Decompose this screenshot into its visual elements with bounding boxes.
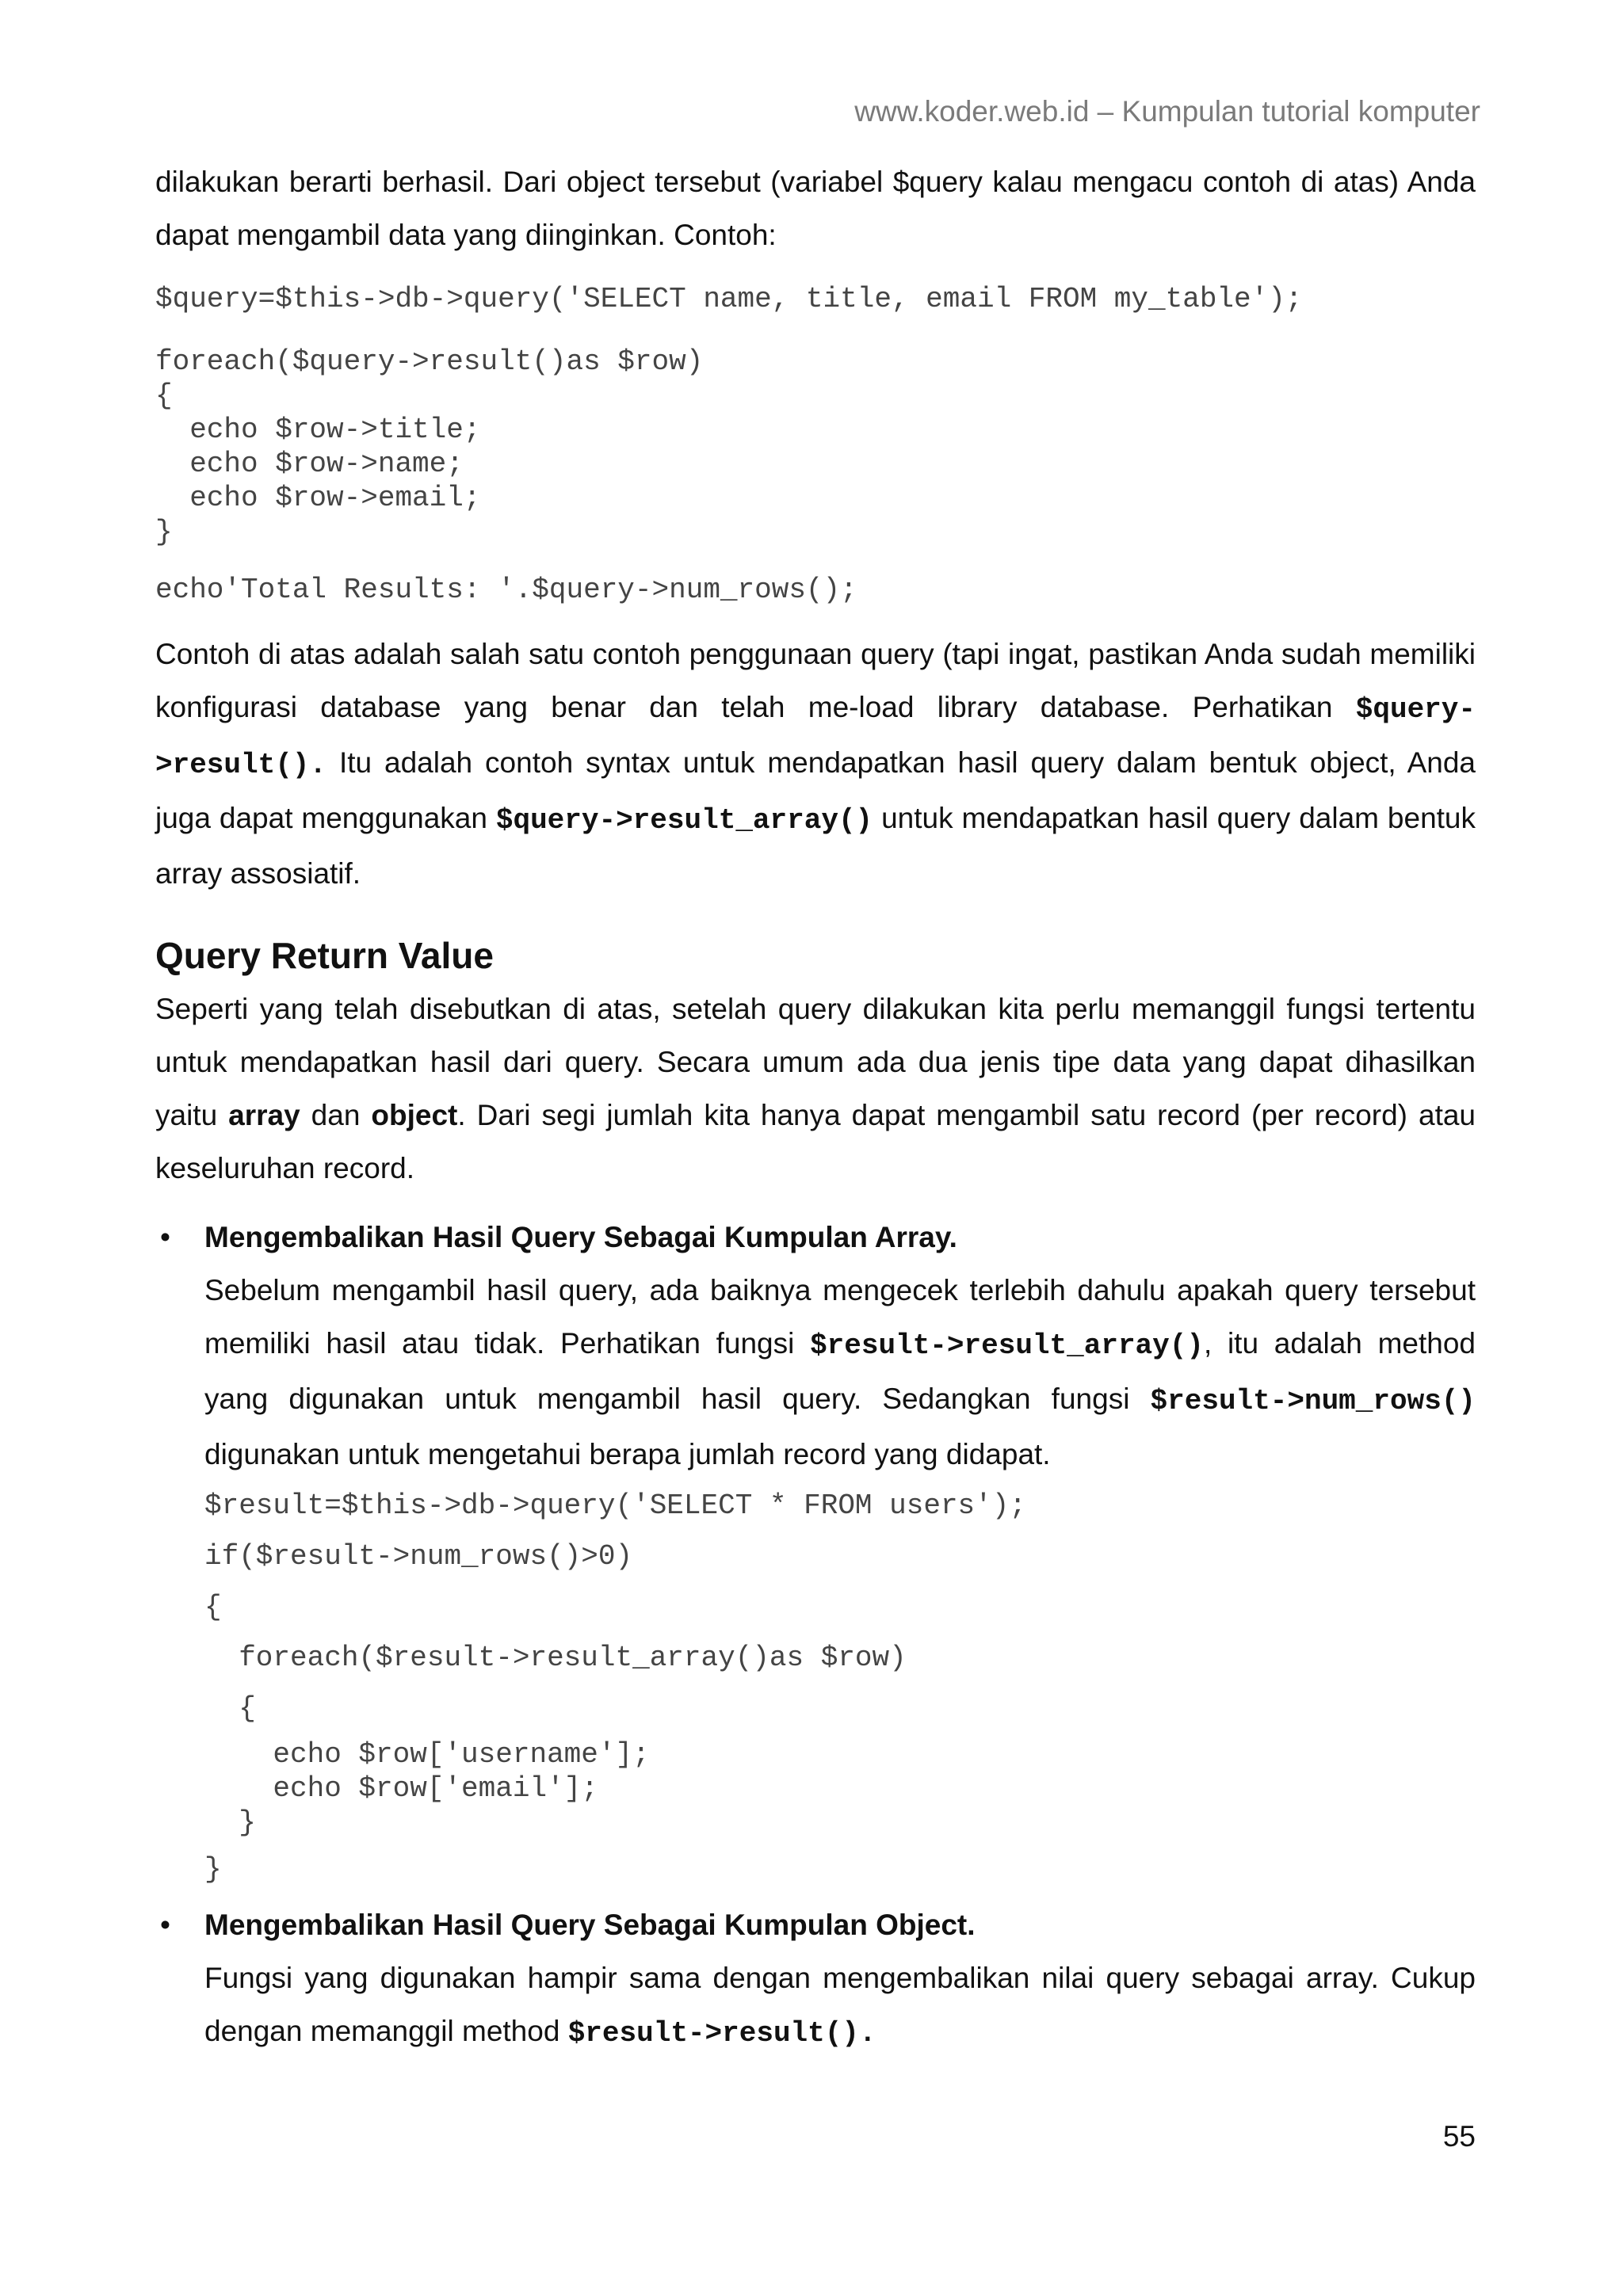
bold-term: object [371, 1099, 458, 1131]
section-paragraph [155, 982, 1476, 1195]
page-content [155, 155, 1476, 2060]
explanation-paragraph [155, 627, 1476, 900]
inline-code: $query->result_array() [495, 804, 873, 837]
code-line: if($result->num_rows()>0) [204, 1540, 633, 1573]
code-line: $result=$this->db->query('SELECT * FROM users'); [204, 1489, 1026, 1522]
inline-code: $result->num_rows() [1150, 1385, 1476, 1417]
bullet-paragraph [204, 1951, 1476, 2060]
page-number: 55 [1442, 2120, 1476, 2153]
text-span: . Dari segi jumlah kita hanya dapat mengambil satu record (per record) atau keseluruhan record. [155, 1099, 1476, 1184]
section-heading: Query Return Value [155, 935, 494, 976]
text-span: Itu adalah contoh syntax untuk mendapatkan hasil query dalam bentuk object, Anda juga dapat menggunakan [155, 746, 1476, 834]
inline-code: $query->result(). [155, 693, 1476, 781]
text-span: untuk mendapatkan hasil query dalam bentuk array assosiatif. [155, 802, 1476, 890]
code-line: foreach($result->result_array()as $row) [204, 1642, 907, 1674]
text-span: digunakan untuk mengetahui berapa jumlah record yang didapat. [204, 1438, 1051, 1470]
bold-term: array [228, 1099, 300, 1131]
bullet-item [155, 1211, 1476, 1895]
bullet-title: Mengembalikan Hasil Query Sebagai Kumpulan Array. [204, 1221, 957, 1253]
code-line: { [204, 1692, 256, 1725]
code-line: $query=$this->db->query('SELECT name, title, email FROM my_table'); [155, 283, 1303, 315]
page-header: www.koder.web.id – Kumpulan tutorial komputer [854, 95, 1480, 128]
inline-code: $result->result(). [567, 2017, 876, 2050]
bullet-title: Mengembalikan Hasil Query Sebagai Kumpulan Object. [204, 1909, 976, 1941]
text-span: Fungsi yang digunakan hampir sama dengan mengembalikan nilai query sebagai array. Cukup dengan memanggil method [204, 1962, 1476, 2047]
inline-code: $result->result_array() [810, 1329, 1204, 1362]
code-line: echo'Total Results: '.$query->num_rows(); [155, 574, 857, 606]
intro-paragraph: dilakukan berarti berhasil. Dari object tersebut (variabel $query kalau mengacu contoh di atas) Anda dapat mengambil data yang diinginkan. Contoh: [155, 166, 1476, 251]
code-block: foreach($query->result()as $row) { echo $row->title; echo $row->name; echo $row->email; } [155, 345, 704, 548]
code-line: { [204, 1591, 222, 1623]
text-span: dan [300, 1099, 372, 1131]
text-span: , itu adalah method yang digunakan untuk mengambil hasil query. Sedangkan fungsi [204, 1327, 1476, 1415]
bullet-icon: • [160, 1909, 170, 1941]
bullet-icon: • [160, 1221, 170, 1253]
code-block: echo $row['username']; echo $row['email']; } [239, 1738, 650, 1839]
text-span: Contoh di atas adalah salah satu contoh penggunaan query (tapi ingat, pastikan Anda sudah memiliki konfigurasi database yang benar dan telah me-load library database. Perhatikan [155, 638, 1476, 723]
text-span: Seperti yang telah disebutkan di atas, setelah query dilakukan kita perlu memanggil fungsi tertentu untuk mendapatkan hasil dari query. Secara umum ada dua jenis tipe data yang dapat dihasilkan yaitu [155, 993, 1476, 1131]
bullet-item [155, 1898, 1476, 2060]
code-line: } [204, 1853, 222, 1886]
text-span: Sebelum mengambil hasil query, ada baiknya mengecek terlebih dahulu apakah query tersebut memiliki hasil atau tidak. Perhatikan fungsi [204, 1274, 1476, 1360]
bullet-paragraph [204, 1264, 1476, 1481]
